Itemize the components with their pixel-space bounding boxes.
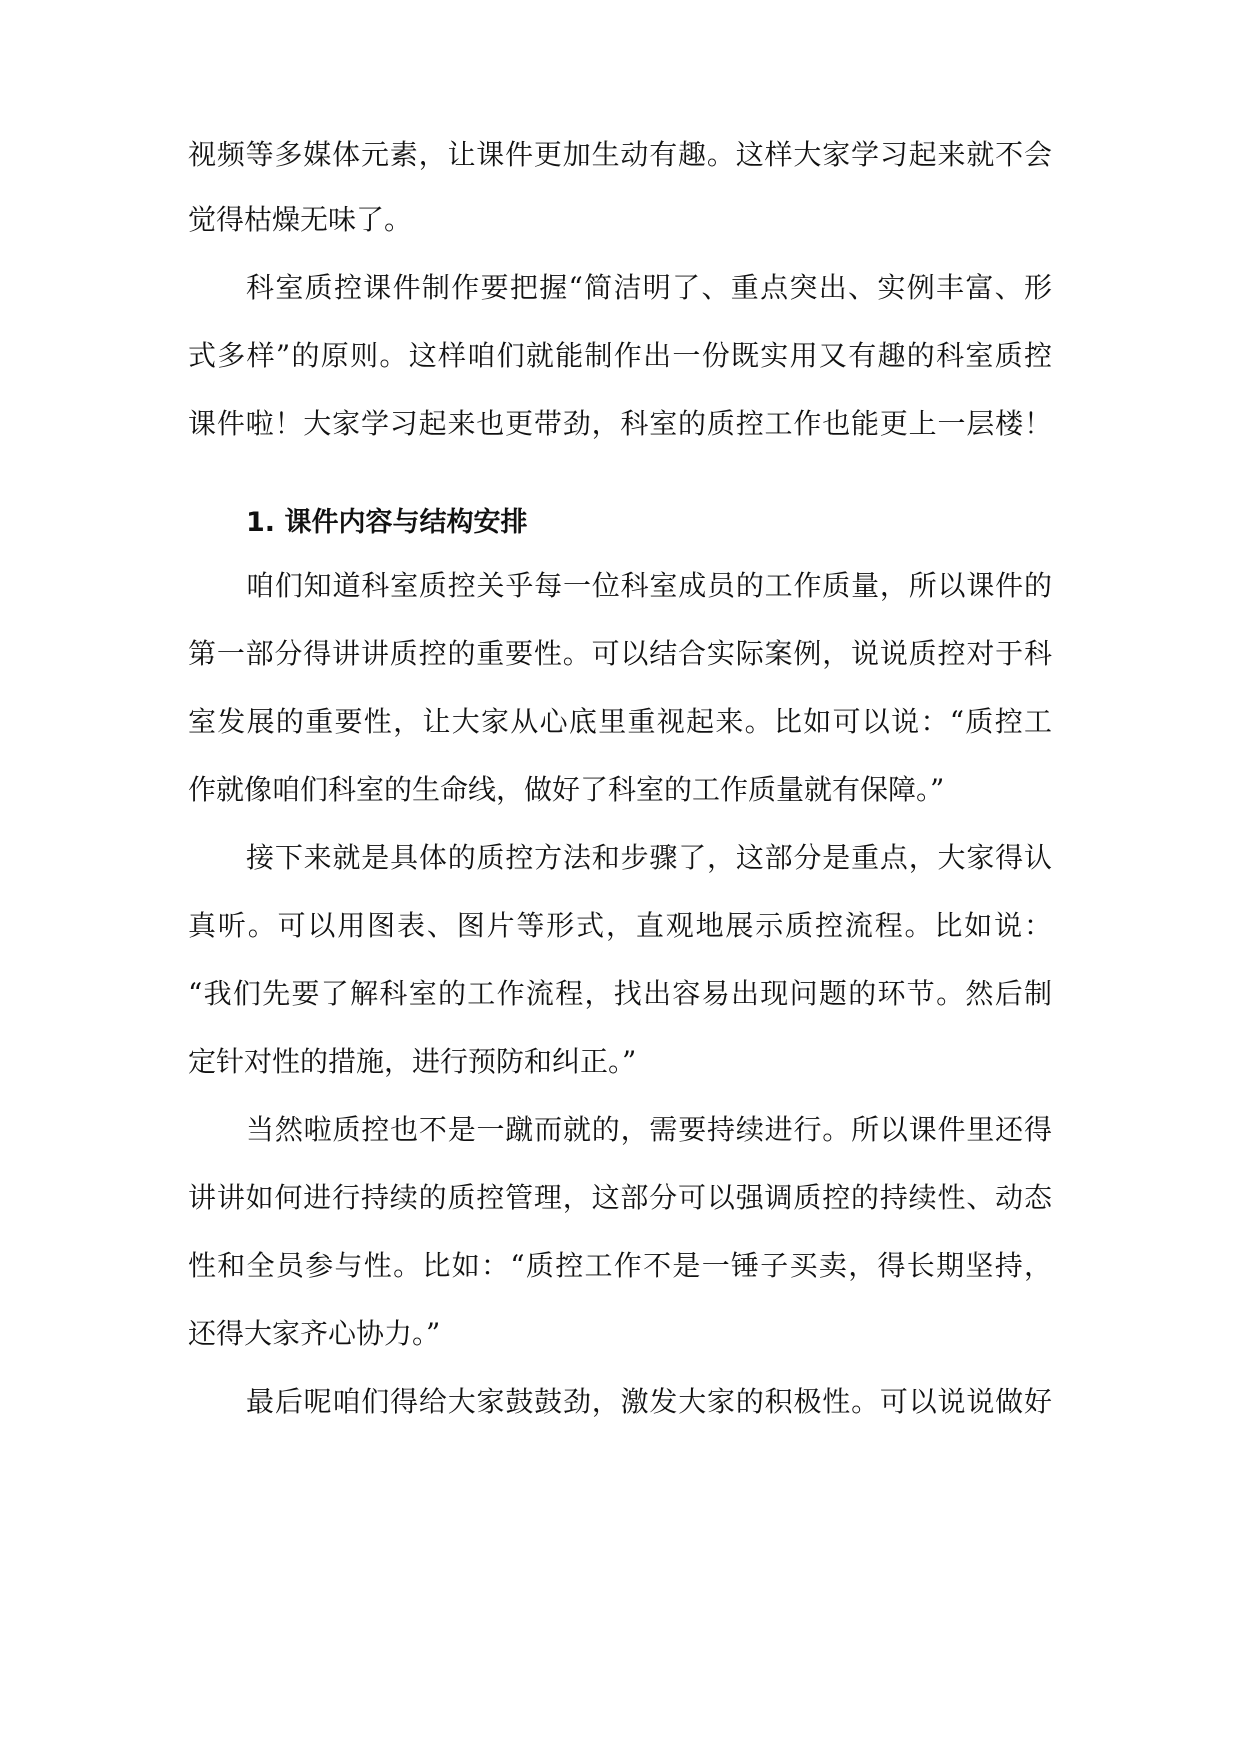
body-text-line: 课件啦！大家学习起来也更带劲，科室的质控工作也能更上一层楼！ xyxy=(188,407,1052,440)
paragraph-first-line: 咱们知道科室质控关乎每一位科室成员的工作质量，所以课件的 xyxy=(246,569,1052,602)
body-text-line: “我们先要了解科室的工作流程，找出容易出现问题的环节。然后制 xyxy=(188,977,1052,1010)
body-text-line: 讲讲如何进行持续的质控管理，这部分可以强调质控的持续性、动态 xyxy=(188,1181,1052,1214)
paragraph-first-line: 最后呢咱们得给大家鼓鼓劲，激发大家的积极性。可以说说做好 xyxy=(246,1385,1052,1418)
body-text-line: 还得大家齐心协力。” xyxy=(188,1317,441,1350)
body-text-line: 视频等多媒体元素，让课件更加生动有趣。这样大家学习起来就不会 xyxy=(188,138,1052,171)
body-text-line: 真听。可以用图表、图片等形式，直观地展示质控流程。比如说： xyxy=(188,909,1052,942)
body-text-line: 觉得枯燥无味了。 xyxy=(188,203,413,236)
body-text-line: 作就像咱们科室的生命线，做好了科室的工作质量就有保障。” xyxy=(188,773,945,806)
body-text-line: 定针对性的措施，进行预防和纠正。” xyxy=(188,1045,637,1078)
section-heading: 1. 课件内容与结构安排 xyxy=(246,507,528,538)
body-text-line: 室发展的重要性，让大家从心底里重视起来。比如可以说：“质控工 xyxy=(188,705,1052,738)
body-text-line: 性和全员参与性。比如：“质控工作不是一锤子买卖，得长期坚持， xyxy=(188,1249,1052,1282)
paragraph-first-line: 当然啦质控也不是一蹴而就的，需要持续进行。所以课件里还得 xyxy=(246,1113,1052,1146)
body-text-line: 式多样”的原则。这样咱们就能制作出一份既实用又有趣的科室质控 xyxy=(188,339,1052,372)
paragraph-first-line: 接下来就是具体的质控方法和步骤了，这部分是重点，大家得认 xyxy=(246,841,1052,874)
paragraph-first-line: 科室质控课件制作要把握“简洁明了、重点突出、实例丰富、形 xyxy=(246,271,1052,304)
body-text-line: 第一部分得讲讲质控的重要性。可以结合实际案例，说说质控对于科 xyxy=(188,637,1052,670)
